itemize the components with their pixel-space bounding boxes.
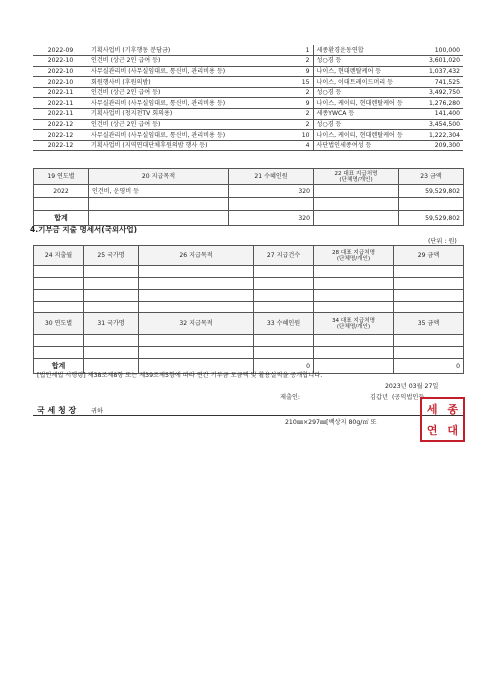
row-date: 2022-10 (33, 56, 88, 67)
seal-char: 연 (426, 423, 438, 437)
row-date: 2022-11 (33, 109, 88, 120)
header-month: 24 지출월 (34, 246, 84, 266)
row-count: 1 (298, 45, 313, 56)
row-amount: 1,037,432 (408, 66, 463, 77)
row-recipient: 세종환경운동연합 (313, 45, 408, 56)
submitter-label: 제출인: (280, 394, 301, 401)
table-row (34, 335, 464, 347)
summary-year: 2022 (34, 185, 89, 198)
header-count: 27 지급건수 (254, 246, 314, 266)
table-row (34, 290, 464, 302)
row-purpose: 인건비 (상근 2인 급여 등) (88, 87, 298, 98)
header-country: 25 국가명 (84, 246, 139, 266)
seal-char: 종 (447, 403, 459, 417)
annual-summary-table (33, 168, 464, 226)
table-row (33, 98, 463, 109)
foreign-total-count: 0 (254, 359, 314, 374)
header-amount: 23 금액 (399, 169, 464, 185)
row-date: 2022-11 (33, 98, 88, 109)
table-row (33, 66, 463, 77)
row-date: 2022-12 (33, 130, 88, 141)
row-purpose: 사무실관리비 (사무실임대료, 통신비, 관리비용 등) (88, 98, 298, 109)
row-purpose: 사무실관리비 (사무실임대료, 통신비, 관리비용 등) (88, 130, 298, 141)
foreign-annual-table (33, 312, 464, 374)
row-amount: 3,454,500 (408, 119, 463, 130)
row-count: 9 (298, 66, 313, 77)
table-row (33, 56, 463, 67)
summary-header-row (34, 169, 464, 185)
summary-count: 320 (229, 185, 314, 198)
row-amount: 141,400 (408, 109, 463, 120)
row-amount: 209,300 (408, 140, 463, 151)
row-date: 2022-09 (33, 45, 88, 56)
header-year: 19 연도별 (34, 169, 89, 185)
foreign-total-label: 합계 (34, 359, 84, 374)
legal-note: [법인세법 시행령] 제38조제8항 또는 제39조제5항에 따라 연간 기부금 모금액 및 활용실적을 공개합니다. (37, 372, 323, 379)
row-recipient: 성○경 등 (313, 87, 408, 98)
summary-blank-row (34, 198, 464, 211)
row-purpose: 기획사업비 (지역연대단체후원의밤 행사 등) (88, 140, 298, 151)
row-recipient: 사단법인세종여성 등 (313, 140, 408, 151)
paper-spec: 210㎜×297㎜[백상지 80g/㎡ 또 (285, 419, 377, 426)
row-purpose: 기획사업비 (청지천TV 회의용) (88, 109, 298, 120)
row-recipient: 나이스, 현대렌탈케어 등 (313, 66, 408, 77)
header-purpose: 32 지급목적 (139, 313, 254, 335)
table-row (33, 130, 463, 141)
row-recipient: 나이스, 케이티, 현대렌탈케어 등 (313, 98, 408, 109)
row-date: 2022-12 (33, 140, 88, 151)
row-count: 2 (298, 119, 313, 130)
foreign2-header-row (34, 313, 464, 335)
row-count: 4 (298, 140, 313, 151)
table-row (33, 140, 463, 151)
unit-label: (단위 : 원) (428, 238, 457, 245)
foreign-header-row (34, 246, 464, 266)
row-count: 2 (298, 56, 313, 67)
row-date: 2022-12 (33, 119, 88, 130)
row-count: 9 (298, 98, 313, 109)
row-date: 2022-10 (33, 66, 88, 77)
seal-char: 세 (426, 403, 438, 417)
header-count: 33 수혜인원 (254, 313, 314, 335)
row-count: 10 (298, 130, 313, 141)
summary-total-label: 합계 (34, 211, 89, 226)
header-amount: 29 금액 (394, 246, 464, 266)
header-purpose: 20 지급목적 (89, 169, 229, 185)
summary-total-count: 320 (229, 211, 314, 226)
row-count: 2 (298, 87, 313, 98)
addressee-line (33, 403, 463, 416)
summary-total-amount: 59,529,802 (399, 211, 464, 226)
table-row (33, 119, 463, 130)
summary-recipient (314, 185, 399, 198)
donation-usage-table (33, 45, 463, 151)
header-year: 30 연도별 (34, 313, 84, 335)
row-purpose: 기획사업비 (기후행동 분담금) (88, 45, 298, 56)
table-row (34, 347, 464, 359)
table-row (33, 87, 463, 98)
header-recipient: 22 대표 지급처명 (단체명/개인) (314, 169, 399, 185)
section-4-title: 4.기부금 지출 명세서(국외사업) (30, 225, 138, 234)
row-amount: 1,276,280 (408, 98, 463, 109)
header-recipient: 34 대표 지급처명 (단체명/개인) (314, 313, 394, 335)
summary-row (34, 185, 464, 198)
row-purpose: 사무실관리비 (사무실임대료, 통신비, 관리비용 등) (88, 66, 298, 77)
row-amount: 1,222,304 (408, 130, 463, 141)
row-recipient: 나이스, 케이티, 현대렌탈케어 등 (313, 130, 408, 141)
header-count: 21 수혜인원 (229, 169, 314, 185)
summary-amount: 59,529,802 (399, 185, 464, 198)
row-amount: 100,000 (408, 45, 463, 56)
seal-char: 대 (447, 423, 459, 437)
header-amount: 35 금액 (394, 313, 464, 335)
submitter-name: 김갑년 (370, 394, 388, 401)
row-count: 2 (298, 109, 313, 120)
header-recipient: 28 대표 지급처명 (단체명/개인) (314, 246, 394, 266)
date-line: 2023년 03월 27일 (385, 383, 439, 390)
header-country: 31 국가명 (84, 313, 139, 335)
addressee: 국 세 청 장 (37, 406, 77, 415)
foreign-total-amount: 0 (394, 359, 464, 374)
table-row (34, 266, 464, 278)
official-seal (420, 397, 465, 442)
row-purpose: 인건비 (상근 2인 급여 등) (88, 119, 298, 130)
row-amount: 741,525 (408, 77, 463, 88)
table-row (33, 45, 463, 56)
header-purpose: 26 지급목적 (139, 246, 254, 266)
row-recipient: 성○경 등 (313, 56, 408, 67)
row-amount: 3,601,020 (408, 56, 463, 67)
row-count: 15 (298, 77, 313, 88)
row-date: 2022-10 (33, 77, 88, 88)
table-row (33, 77, 463, 88)
row-recipient: 성○경 등 (313, 119, 408, 130)
row-purpose: 인건비 (상근 2인 급여 등) (88, 56, 298, 67)
summary-purpose: 인건비, 운영비 등 (89, 185, 229, 198)
row-date: 2022-11 (33, 87, 88, 98)
table-row (33, 109, 463, 120)
row-purpose: 회원행사비 (후원의밤) (88, 77, 298, 88)
row-recipient: 나이스, 이대트레이드머리 등 (313, 77, 408, 88)
addressee-suffix: 귀하 (91, 408, 103, 415)
row-recipient: 세종YWCA 등 (313, 109, 408, 120)
table-row (34, 278, 464, 290)
submitter-org: (공익법인등 (392, 394, 425, 401)
row-amount: 3,492,750 (408, 87, 463, 98)
